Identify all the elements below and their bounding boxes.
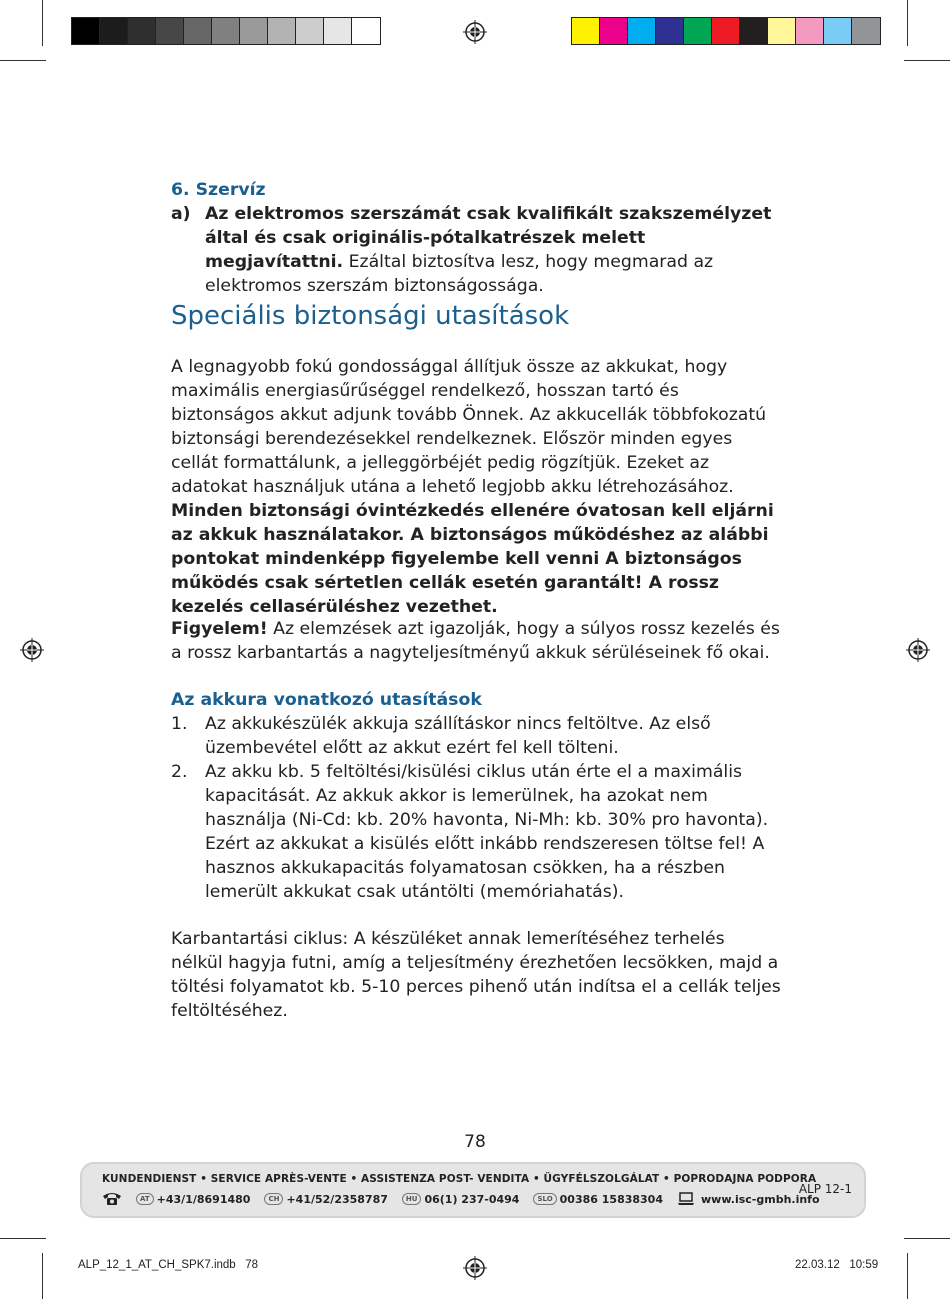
battery-heading: Az akkura vonatkozó utasítások xyxy=(171,690,482,710)
color-swatch xyxy=(240,18,268,44)
warning-block xyxy=(171,617,781,665)
grayscale-color-bar xyxy=(71,17,381,45)
crop-mark xyxy=(904,1238,950,1239)
color-swatch xyxy=(128,18,156,44)
color-swatch xyxy=(796,18,824,44)
service-section xyxy=(171,178,781,298)
item-marker: a) xyxy=(171,204,191,224)
service-item-a xyxy=(171,202,781,298)
intro-bold-text: Minden biztonsági óvintézkedés ellenére óvatosan kell eljárni az akkuk használatakor. A biztonságos működéshez az alábbi pontokat mindenképp figyelembe kell venni A biztonságos működés csak sértetlen cellák esetén garantált! A rossz kezelés cellasérüléshez vezethet. xyxy=(171,501,774,617)
crop-mark xyxy=(0,60,46,61)
color-swatch xyxy=(184,18,212,44)
phone-ch: CH +41/52/2358787 xyxy=(264,1193,387,1206)
list-item-text: Az akku kb. 5 feltöltési/kisülési ciklus után érte el a maximális kapacitását. Az akkuk akkor is lemerülnek, ha azokat nem használja (Ni-Cd: kb. 20% havonta, Ni-Mh: kb. 30% pro havonta). Ezért az akkukat a kisülés előtt inkább rendszeresen töltse fel! A hasznos akkukapacitás folyamatosan csökken, ha a részben lemerült akkukat csak utántölti (memóriahatás). xyxy=(205,762,769,902)
footer-contacts xyxy=(102,1192,820,1206)
maintenance-paragraph: Karbantartási ciklus: A készüléket annak lemerítéséhez terhelés nélkül hagyja futni, amíg a teljesítmény érezhetően lecsökken, majd a töltési folyamatot kb. 5-10 perces pihenő után indítsa el a cellák teljes feltöltéséhez. xyxy=(171,929,781,1021)
process-color-bar xyxy=(571,17,881,45)
color-swatch xyxy=(268,18,296,44)
crop-mark xyxy=(42,1253,43,1299)
intro-normal-text: A legnagyobb fokú gondossággal állítjuk össze az akkukat, hogy maximális energiasűrűséggel rendelkező, hosszan tartó és biztonságos akkut adjunk tovább Önnek. Az akkucellák többfokozatú biztonsági berendezésekkel rendelkeznek. Először minden egyes cellát formattálunk, a jelleggörbéjét pedig rögzítjük. Ezeket az adatokat használjuk utána a lehető legjobb akku létrehozásához. xyxy=(171,357,767,497)
list-item-text: Az akkukészülék akkuja szállításkor nincs feltöltve. Az első üzembevétel előtt az akkut ezért fel kell tölteni. xyxy=(205,714,711,758)
color-swatch xyxy=(824,18,852,44)
color-swatch xyxy=(572,18,600,44)
footer-services: KUNDENDIENST • SERVICE APRÈS-VENTE • ASSISTENZA POST- VENDITA • ÜGYFÉLSZOLGÁLAT • POPRODAJNA PODPORA xyxy=(102,1173,817,1185)
special-section-title: Speciális biztonsági utasítások xyxy=(171,301,570,331)
list-item xyxy=(171,760,781,904)
color-swatch xyxy=(600,18,628,44)
color-swatch xyxy=(628,18,656,44)
phone-hu: HU 06(1) 237-0494 xyxy=(402,1193,520,1206)
warning-paragraph xyxy=(171,617,781,665)
registration-mark-icon xyxy=(906,638,930,662)
crop-mark xyxy=(907,1253,908,1299)
color-swatch xyxy=(324,18,352,44)
color-swatch xyxy=(768,18,796,44)
telephone-icon xyxy=(102,1192,122,1206)
slug-datetime: 22.03.12 10:59 xyxy=(795,1259,879,1271)
color-swatch xyxy=(212,18,240,44)
color-swatch xyxy=(852,18,880,44)
crop-mark xyxy=(0,1238,46,1239)
registration-mark-icon xyxy=(463,20,487,44)
color-swatch xyxy=(100,18,128,44)
special-section-title-wrap xyxy=(171,300,781,332)
crop-mark xyxy=(904,60,950,61)
color-swatch xyxy=(352,18,380,44)
color-swatch xyxy=(712,18,740,44)
crop-mark xyxy=(42,0,43,46)
phone-slo: SLO 00386 15838304 xyxy=(533,1193,663,1206)
service-heading: 6. Szervíz xyxy=(171,180,266,200)
service-item-bold: Az elektromos szerszámát csak kvalifikált szakszemélyzet által és csak originális-pótalkatrészek melett megjavítattni. xyxy=(205,204,772,272)
registration-mark-icon xyxy=(463,1256,487,1280)
color-swatch xyxy=(740,18,768,44)
registration-mark-icon xyxy=(20,638,44,662)
list-item-number: 1. xyxy=(171,714,188,734)
battery-section xyxy=(171,688,781,904)
slug-file: ALP_12_1_AT_CH_SPK7.indb 78 xyxy=(78,1259,259,1271)
warning-text: Az elemzések azt igazolják, hogy a súlyos rossz kezelés és a rossz karbantartás a nagyteljesítményű akkuk sérüléseinek fő okai. xyxy=(171,619,780,663)
model-number: ALP 12-1 xyxy=(798,1182,852,1196)
phone-at: AT +43/1/8691480 xyxy=(136,1193,250,1206)
list-item-number: 2. xyxy=(171,762,188,782)
service-footer xyxy=(80,1162,866,1218)
intro-paragraph xyxy=(171,355,781,619)
color-swatch xyxy=(72,18,100,44)
website-link[interactable]: www.isc-gmbh.info xyxy=(701,1192,820,1206)
special-intro xyxy=(171,355,781,619)
crop-mark xyxy=(907,0,908,46)
color-swatch xyxy=(296,18,324,44)
color-swatch xyxy=(684,18,712,44)
color-swatch xyxy=(156,18,184,44)
color-swatch xyxy=(656,18,684,44)
list-item xyxy=(171,712,781,760)
service-item-text: Ezáltal biztosítva lesz, hogy megmarad az elektromos szerszám biztonságossága. xyxy=(205,252,714,296)
computer-icon xyxy=(677,1192,695,1206)
maintenance-block xyxy=(171,927,781,1023)
warning-label: Figyelem! xyxy=(171,619,268,639)
page-number: 78 xyxy=(464,1132,486,1152)
